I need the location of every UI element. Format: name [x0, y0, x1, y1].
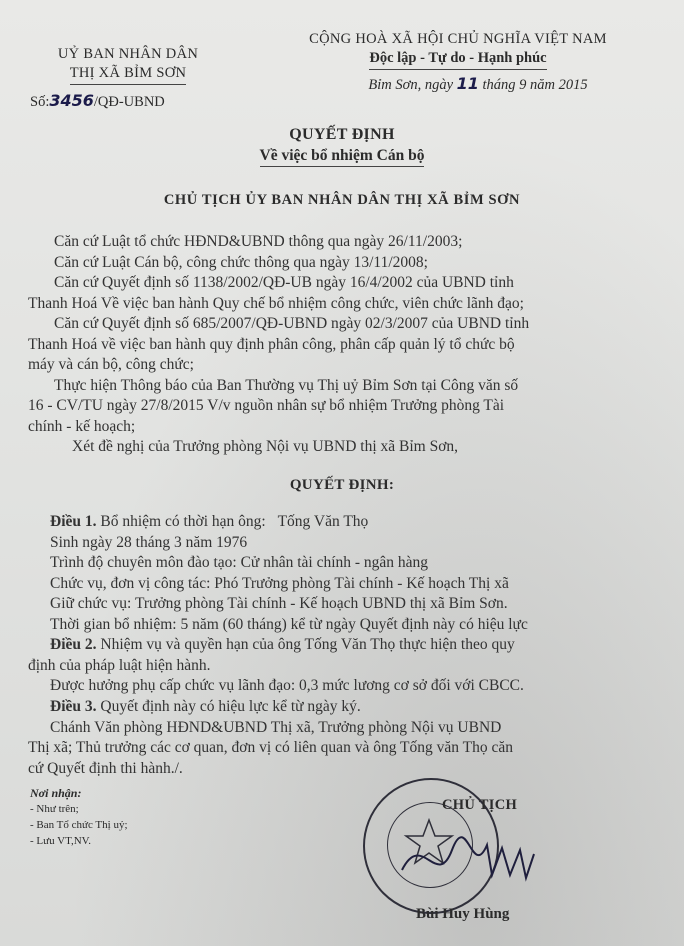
article-2-line-1: Nhiệm vụ và quyền hạn của ông Tống Văn Thọ thực hiện theo quy	[100, 636, 515, 653]
signatory-name: Bùi Huy Hùng	[416, 906, 510, 922]
authority-title: CHỦ TỊCH ỦY BAN NHÂN DÂN THỊ XÃ BỈM SƠN	[163, 192, 521, 208]
basis-line: Xét đề nghị của Trưởng phòng Nội vụ UBND thị xã Bỉm Sơn,	[72, 438, 459, 455]
basis-line: Căn cứ Quyết định số 1138/2002/QĐ-UB ngày 16/4/2002 của UBND tỉnh	[54, 274, 514, 291]
current-position: Chức vụ, đơn vị công tác: Phó Trưởng phòng Tài chính - Kế hoạch Thị xã	[50, 574, 509, 592]
decide-heading: QUYẾT ĐỊNH:	[289, 477, 395, 493]
decision-title: QUYẾT ĐỊNH	[289, 126, 395, 143]
date-prefix: Bỉm Sơn, ngày	[368, 77, 454, 93]
decision-subject-text: Về việc bổ nhiệm Cán bộ	[260, 147, 425, 167]
basis-line: máy và cán bộ, công chức;	[28, 356, 194, 373]
date-rest: tháng 9 năm 2015	[482, 77, 588, 93]
term: Thời gian bổ nhiệm: 5 năm (60 tháng) kể từ ngày Quyết định này có hiệu lực	[50, 615, 528, 633]
basis-line: Thanh Hoá về việc ban hành quy định phân công, phân cấp quản lý tổ chức bộ	[28, 335, 515, 353]
legal-basis	[28, 232, 529, 458]
basis-line: Thanh Hoá Về việc ban hành Quy chế bổ nhiệm công chức, viên chức lãnh đạo;	[28, 294, 524, 312]
decision-subject	[0, 147, 684, 167]
national-header-block	[268, 30, 648, 95]
basis-line: 16 - CV/TU ngày 27/8/2015 V/v nguồn nhân sự bổ nhiệm Trưởng phòng Tài	[28, 397, 505, 414]
national-title: CỘNG HOÀ XÃ HỘI CHỦ NGHĨA VIỆT NAM	[309, 31, 607, 47]
article-3-line-2: Chánh Văn phòng HĐND&UBND Thị xã, Trưởng phòng Nội vụ UBND	[50, 718, 502, 736]
recipient-item: - Ban Tổ chức Thị uỷ;	[30, 819, 128, 831]
article-2-line-3: Được hưởng phụ cấp chức vụ lãnh đạo: 0,3 mức lương cơ sở đối với CBCC.	[50, 677, 524, 694]
basis-line: chính - kế hoạch;	[28, 417, 136, 435]
article-3	[28, 697, 513, 779]
education: Trình độ chuyên môn đào tạo: Cử nhân tài chính - ngân hàng	[50, 554, 429, 571]
number-handwritten: 3456	[49, 91, 94, 110]
issue-date	[268, 74, 648, 95]
new-position: Giữ chức vụ: Trưởng phòng Tài chính - Kế hoạch UBND thị xã Bỉm Sơn.	[50, 595, 508, 612]
issuing-agency-block	[28, 45, 228, 112]
article-1-label: Điều 1.	[50, 513, 97, 530]
recipients-heading: Nơi nhận:	[30, 786, 82, 800]
basis-line: Thực hiện Thông báo của Ban Thường vụ Thị uỷ Bỉm Sơn tại Công văn số	[54, 376, 519, 394]
recipient-item: - Lưu VT,NV.	[30, 835, 91, 847]
document-number	[28, 91, 228, 112]
number-prefix: Số:	[30, 94, 50, 110]
signatory-role: CHỦ TỊCH	[442, 797, 518, 813]
number-suffix: /QĐ-UBND	[93, 94, 165, 110]
article-2-label: Điều 2.	[50, 636, 97, 653]
basis-line: Căn cứ Luật Cán bộ, công chức thông qua ngày 13/11/2008;	[54, 253, 428, 271]
handwritten-signature	[392, 820, 552, 900]
agency-line-1: UỶ BAN NHÂN DÂN	[57, 46, 199, 62]
national-motto: Độc lập - Tự do - Hạnh phúc	[369, 49, 546, 70]
birth-date: Sinh ngày 28 tháng 3 năm 1976	[50, 533, 248, 551]
recipient-item: - Như trên;	[30, 803, 79, 815]
article-1	[50, 512, 528, 635]
date-day-handwritten: 11	[456, 74, 479, 93]
appointee-name: Tống Văn Thọ	[277, 513, 369, 530]
article-3-label: Điều 3.	[50, 698, 97, 715]
article-3-line-1: Quyết định này có hiệu lực kể từ ngày ký.	[100, 698, 361, 715]
basis-line: Căn cứ Luật tổ chức HĐND&UBND thông qua ngày 26/11/2003;	[54, 233, 463, 250]
article-2-line-2: định của pháp luật hiện hành.	[28, 656, 211, 674]
basis-line: Căn cứ Quyết định số 685/2007/QĐ-UBND ngày 02/3/2007 của UBND tỉnh	[54, 315, 530, 332]
article-3-line-3: Thị xã; Thủ trưởng các cơ quan, đơn vị có liên quan và ông Tống văn Thọ căn	[28, 739, 513, 756]
article-1-text: Bổ nhiệm có thời hạn ông:	[100, 513, 266, 530]
article-3-line-4: cứ Quyết định thi hành./.	[28, 759, 183, 777]
agency-line-2: THỊ XÃ BỈM SƠN	[70, 64, 187, 85]
recipients-block	[30, 785, 128, 849]
article-2	[28, 635, 524, 697]
